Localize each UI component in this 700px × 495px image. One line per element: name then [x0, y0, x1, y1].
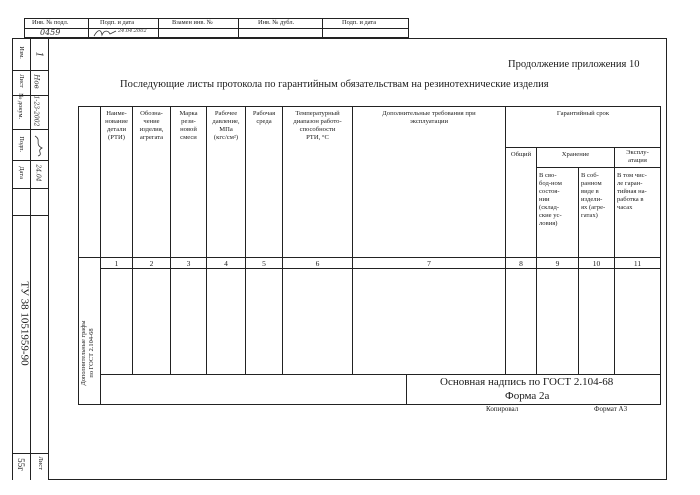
col-medium: Рабочая среда [252, 110, 276, 125]
col-number: 11 [633, 259, 642, 268]
continuation-label: Продолжение приложения 10 [508, 59, 640, 70]
left-stamp-date: Дата [18, 166, 26, 179]
col-number: 9 [555, 259, 560, 268]
extra-columns-note: Дополнительные графы по ГОСТ 2.104-68 [80, 320, 95, 386]
stamp-replace-header: Взамен инв. № [172, 19, 213, 26]
col-storage-assembled: В соб- ранном виде в издели- ях (агре- гатах) [581, 172, 606, 219]
copied-label: Копировал [486, 405, 519, 413]
format-label: Формат А3 [594, 405, 628, 413]
stamp-sign2-header: Подп. и дата [342, 19, 377, 26]
left-hand-date: 24.04 [34, 164, 42, 182]
left-stamp-izm: Изм. [18, 46, 26, 59]
main-inscription-label: Основная надпись по ГОСТ 2.104-68 [440, 376, 614, 388]
document-code: ТУ 38 1051959-90 [18, 281, 31, 366]
form-label: Форма 2а [505, 390, 550, 402]
left-stamp-list: Лист [18, 74, 26, 88]
stamp-inv-header: Инв. № подл. [32, 19, 69, 26]
handwritten-inv-number: 0459 [40, 28, 61, 37]
col-number: 1 [114, 259, 119, 268]
left-hand-list: Нов [32, 74, 41, 89]
col-temperature: Температурный диапазон работо- способности РТИ, °С [293, 110, 342, 141]
handwritten-date: 24.04.2002 [118, 28, 147, 34]
col-part-name: Наиме- нование детали (РТИ) [105, 110, 128, 141]
col-number: 2 [149, 259, 154, 268]
col-pressure: Рабочее давление, МПа (кгс/см²) [212, 110, 240, 141]
col-storage-free: В сво- бод-ном состоя- нии (склад- ские ус- ловия) [539, 172, 562, 227]
left-hand-signature [32, 134, 46, 158]
col-operation-incl: В том чис- ле гаран- тийная на- работка в часах [617, 172, 647, 211]
left-hand-izm: 1 [33, 51, 44, 58]
col-number: 10 [592, 259, 601, 268]
sheet-label: Лист [36, 456, 44, 470]
col-storage: Хранение [561, 151, 590, 158]
col-product-code: Обозна- чение изделия, агрегата [139, 110, 164, 141]
col-guarantee-general: Общий [510, 151, 532, 158]
col-number: 8 [519, 259, 523, 268]
col-number: 4 [224, 259, 228, 268]
sheet-number: 55г [15, 458, 26, 471]
left-hand-doc: 1-23-2002 [32, 95, 40, 127]
left-stamp-doc: № докум. [17, 93, 25, 120]
col-number: 5 [262, 259, 266, 268]
stamp-dup-header: Инв. № дубл. [258, 19, 295, 26]
stamp-sign-header: Подп. и дата [100, 19, 135, 26]
col-extra-requirements: Дополнительные требования при эксплуатации [382, 110, 476, 125]
page-title: Последующие листы протокола по гарантийным обязательствам на резинотехнические изделия [120, 79, 549, 90]
col-rubber-grade: Марка рези- новой смеси [179, 110, 198, 141]
col-guarantee-group: Гарантийный срок [556, 110, 610, 117]
col-operation: Эксплу- атация [626, 149, 649, 164]
left-stamp-sign: Подп. [18, 136, 26, 153]
col-number: 6 [315, 259, 320, 268]
col-number: 3 [186, 259, 191, 268]
col-number: 7 [427, 259, 431, 268]
